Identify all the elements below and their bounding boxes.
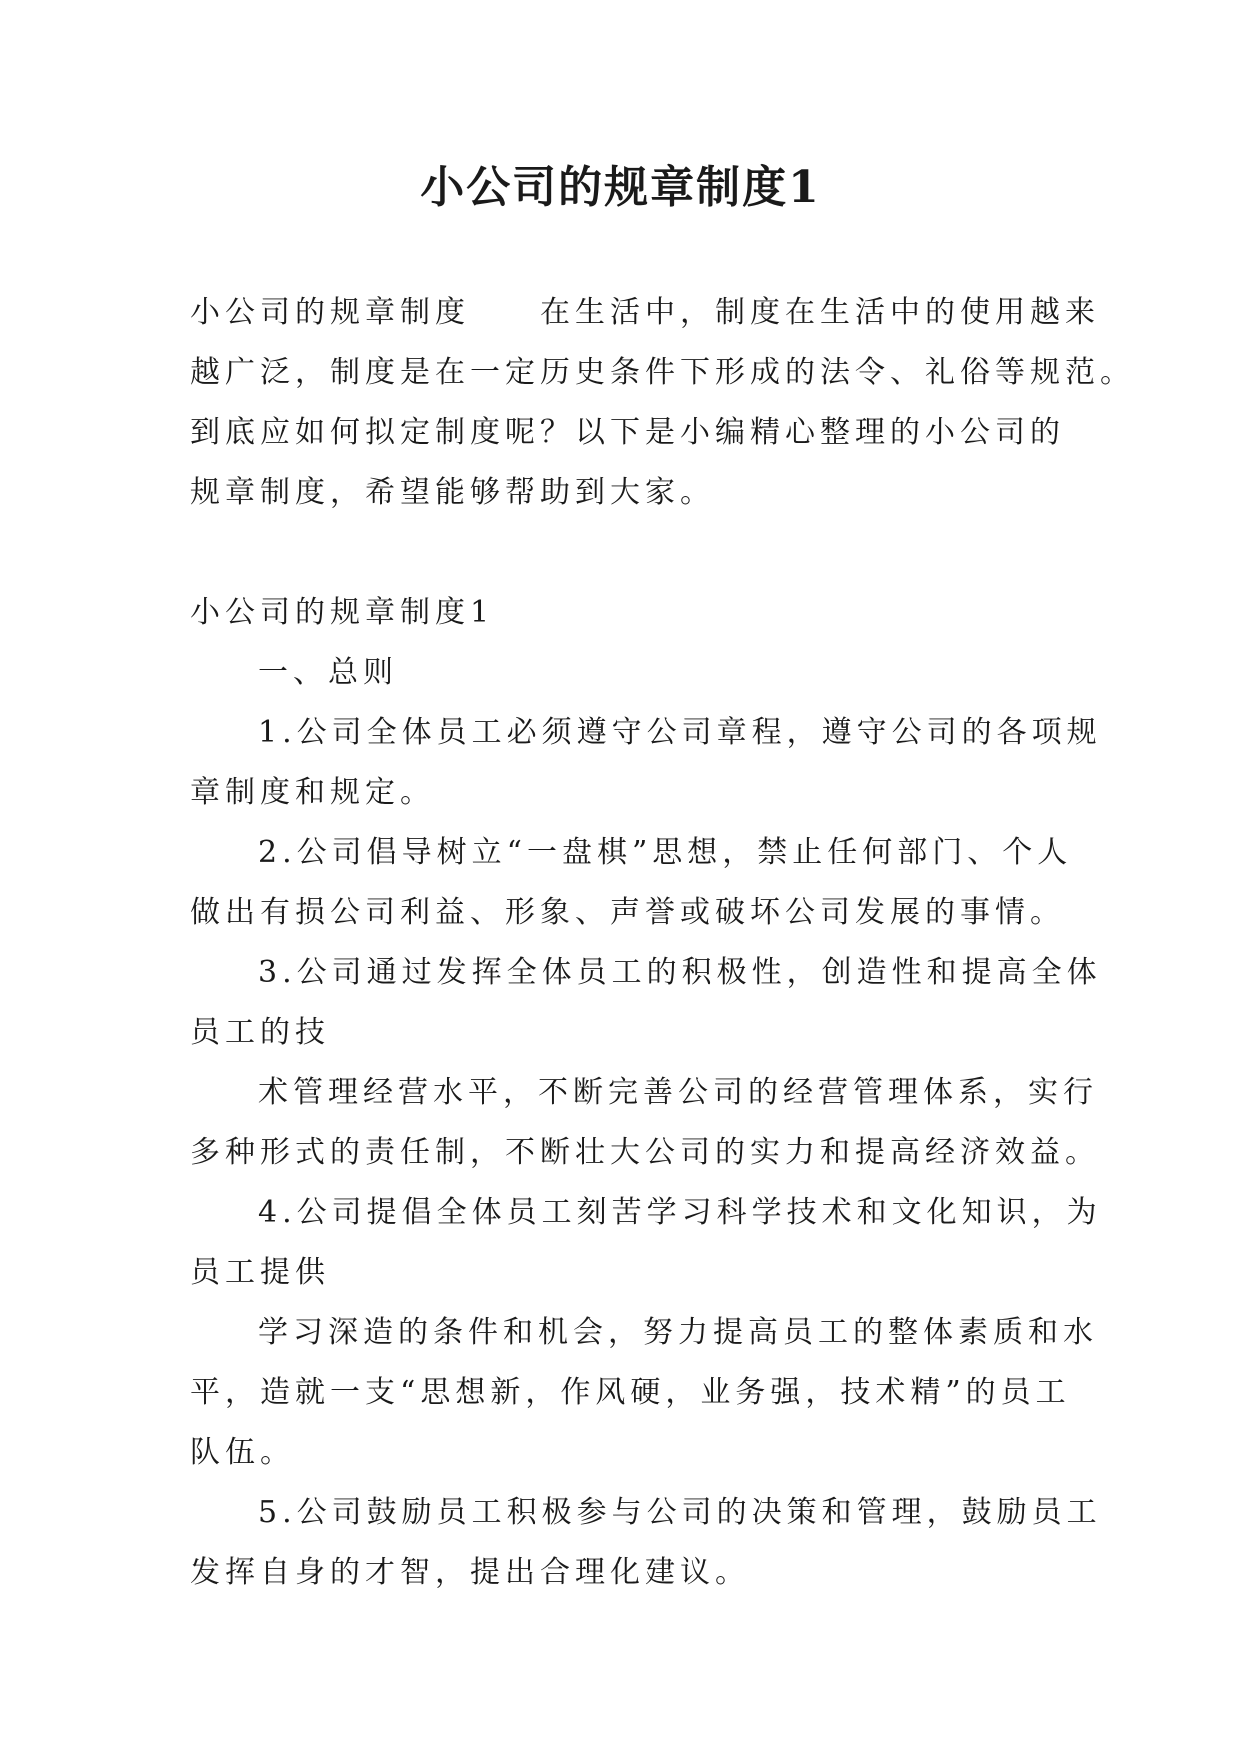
intro-line: 越广泛，制度是在一定历史条件下形成的法令、礼俗等规范。 xyxy=(190,355,1135,390)
item-line: 员工的技 xyxy=(190,1015,330,1050)
chapter-heading: 一、总则 xyxy=(258,655,398,690)
item-line: 章制度和规定。 xyxy=(190,775,435,810)
paragraph-gap xyxy=(190,523,1070,583)
item-line: 平，造就一支“思想新，作风硬，业务强，技术精”的员工 xyxy=(190,1375,1071,1410)
item-line: 1.公司全体员工必须遵守公司章程，遵守公司的各项规 xyxy=(258,715,1102,750)
item-line: 学习深造的条件和机会，努力提高员工的整体素质和水 xyxy=(258,1315,1098,1350)
intro-line: 小公司的规章制度 在生活中，制度在生活中的使用越来 xyxy=(190,295,1100,330)
item-line: 队伍。 xyxy=(190,1435,295,1470)
document-body xyxy=(190,283,1135,1603)
item-line: 做出有损公司利益、形象、声誉或破坏公司发展的事情。 xyxy=(190,895,1065,930)
item-line: 发挥自身的才智，提出合理化建议。 xyxy=(190,1555,750,1590)
intro-line: 到底应如何拟定制度呢？以下是小编精心整理的小公司的 xyxy=(190,415,1065,450)
intro-line: 规章制度，希望能够帮助到大家。 xyxy=(190,475,715,510)
item-line: 3.公司通过发挥全体员工的积极性，创造性和提高全体 xyxy=(258,955,1102,990)
item-line: 多种形式的责任制，不断壮大公司的实力和提高经济效益。 xyxy=(190,1135,1100,1170)
item-line: 员工提供 xyxy=(190,1255,330,1290)
document-title: 小公司的规章制度1 xyxy=(420,162,821,213)
item-line: 术管理经营水平，不断完善公司的经营管理体系，实行 xyxy=(258,1075,1098,1110)
section-heading: 小公司的规章制度1 xyxy=(190,595,495,630)
item-line: 5.公司鼓励员工积极参与公司的决策和管理，鼓励员工 xyxy=(258,1495,1102,1530)
item-line: 4.公司提倡全体员工刻苦学习科学技术和文化知识，为 xyxy=(258,1195,1102,1230)
item-line: 2.公司倡导树立“一盘棋”思想，禁止任何部门、个人 xyxy=(258,835,1073,870)
